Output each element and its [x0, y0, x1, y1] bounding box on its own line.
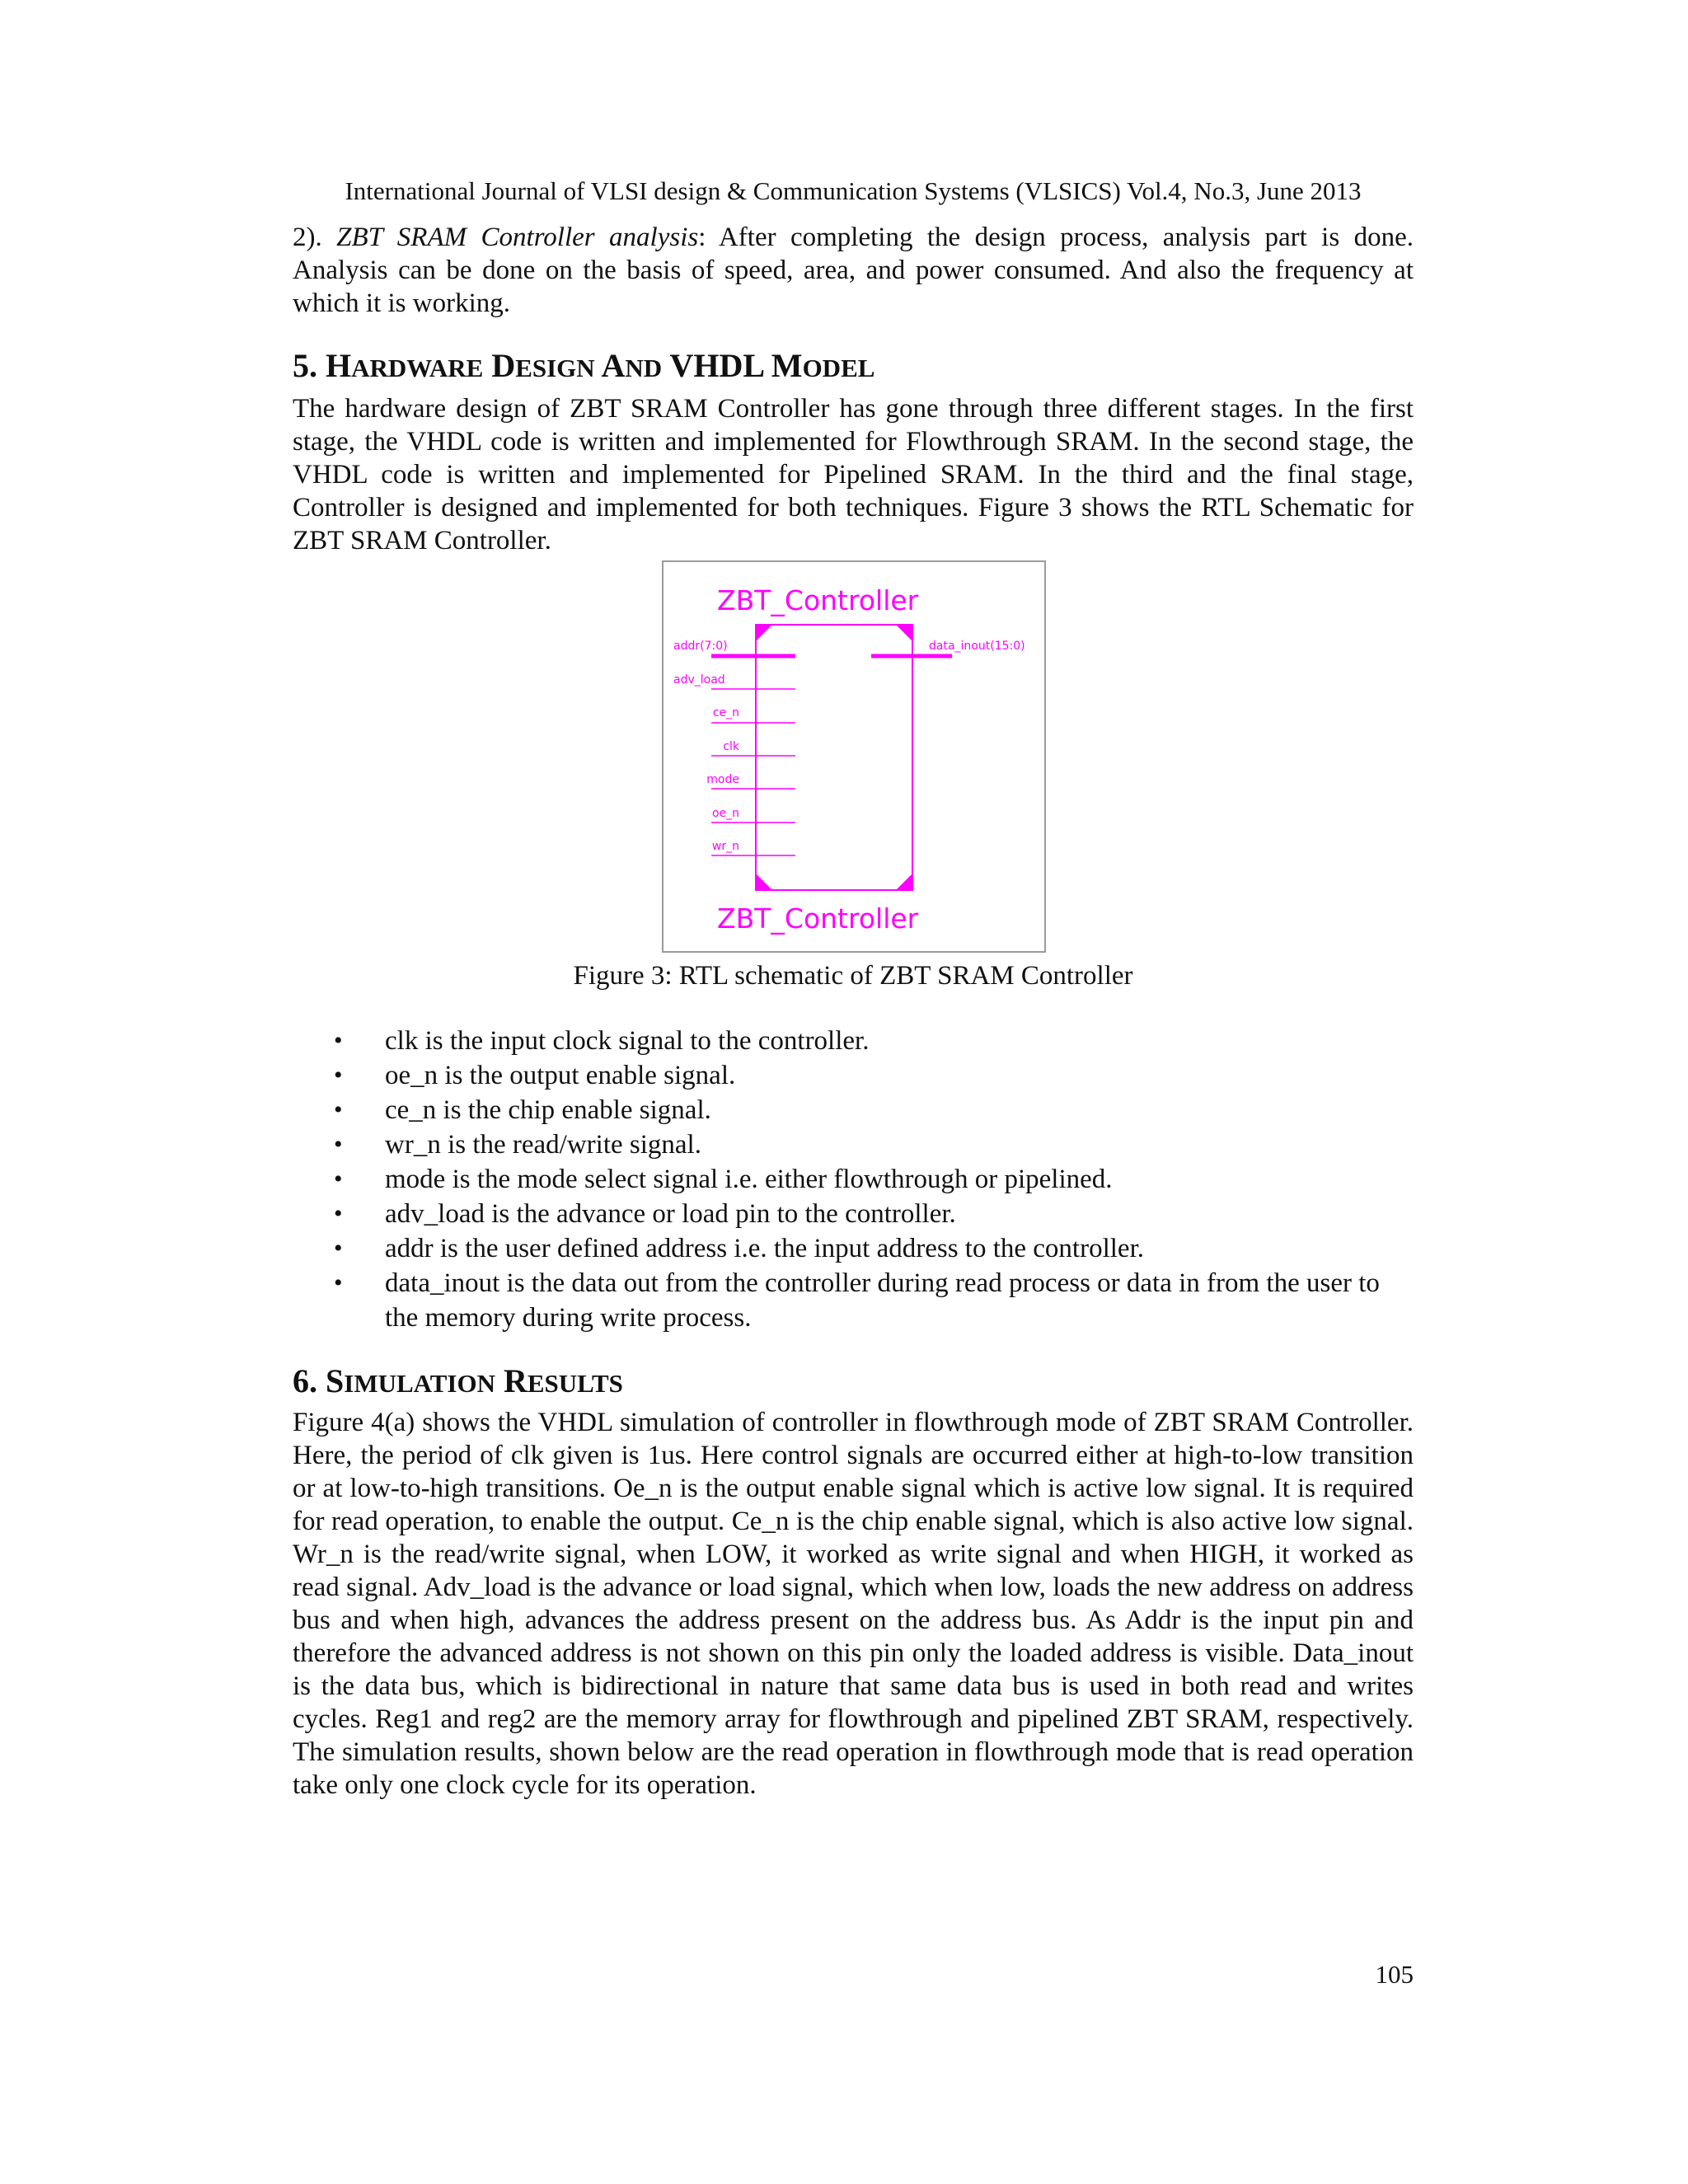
rtl-schematic-svg: [663, 562, 1044, 951]
pin-label-adv-load: adv_load: [673, 673, 725, 687]
rtl-schematic-figure: [662, 560, 1046, 953]
pin-label-wr-n: wr_n: [711, 840, 739, 853]
figure-title-bottom: ZBT_Controller: [717, 902, 919, 935]
bullet-icon: •: [334, 1131, 343, 1158]
signal-list: [293, 1024, 1414, 1335]
figure-caption: Figure 3: RTL schematic of ZBT SRAM Controller: [573, 961, 1133, 991]
controller-block: [756, 625, 912, 890]
intro-paragraph: 2). ZBT SRAM Controller analysis: After completing the design process, analysis part is done. Analysis can be done on the basis of speed, area, and power consumed. And also the frequency at which it is working.: [293, 223, 1414, 318]
bullet-icon: •: [334, 1027, 343, 1054]
list-item: • wr_n is the read/write signal.: [293, 1127, 1414, 1162]
list-item: • data_inout is the data out from the controller during read process or data in from the user to the memory during write process.: [293, 1266, 1414, 1335]
pin-label-data-inout: data_inout(15:0): [929, 640, 1025, 653]
section-6-heading: 6. SIMULATION RESULTS: [293, 1362, 623, 1399]
figure-title-top: ZBT_Controller: [717, 584, 919, 616]
pin-label-clk: clk: [723, 740, 739, 753]
running-header: International Journal of VLSI design & Communication Systems (VLSICS) Vol.4, No.3, June 2013: [345, 176, 1362, 205]
pin-label-mode: mode: [706, 773, 739, 786]
corner-marker-tr: [896, 625, 912, 641]
page-number: 105: [1375, 1960, 1414, 1989]
list-item: • oe_n is the output enable signal.: [293, 1058, 1414, 1093]
bullet-icon: •: [334, 1200, 343, 1227]
section-6-paragraph: Figure 4(a) shows the VHDL simulation of controller in flowthrough mode of ZBT SRAM Controller. Here, the period of clk given is 1us. Here control signals are occurred either at high-to-low transition or at low-to-high transitions. Oe_n is the output enable signal which is active low signal. It is required for read operation, to enable the output. Ce_n is the chip enable signal, which is also active low signal. Wr_n is the read/write signal, when LOW, it worked as write signal and when HIGH, it worked as read signal. Adv_load is the advance or load signal, which when low, loads the new address on address bus and when high, advances the address present on the address bus. As Addr is the input pin and therefore the advanced address is not shown on this pin only the loaded address is visible. Data_inout is the data bus, which is bidirectional in nature that same data bus is used in both read and writes cycles. Reg1 and reg2 are the memory array for flowthrough and pipelined ZBT SRAM, respectively. The simulation results, shown below are the read operation in flowthrough mode that is read operation take only one clock cycle for its operation.: [293, 1408, 1414, 1800]
list-item: • ce_n is the chip enable signal.: [293, 1093, 1414, 1127]
corner-marker-tl: [756, 625, 772, 641]
section-5-heading: 5. HARDWARE DESIGN AND VHDL MODEL: [293, 347, 875, 384]
section-5-paragraph: The hardware design of ZBT SRAM Controller has gone through three different stages. In the first stage, the VHDL code is written and implemented for Flowthrough SRAM. In the second stage, the VHDL code is written and implemented for Pipelined SRAM. In the third and the final stage, Controller is designed and implemented for both techniques. Figure 3 shows the RTL Schematic for ZBT SRAM Controller.: [293, 394, 1414, 555]
list-item: • addr is the user defined address i.e. the input address to the controller.: [293, 1231, 1414, 1266]
intro-term: ZBT SRAM Controller analysis: [336, 223, 699, 252]
bullet-icon: •: [334, 1062, 343, 1089]
corner-marker-bl: [756, 874, 772, 890]
bullet-icon: •: [334, 1235, 343, 1262]
corner-marker-br: [896, 874, 912, 890]
bullet-icon: •: [334, 1096, 343, 1123]
pin-label-ce-n: ce_n: [712, 706, 739, 719]
bullet-icon: •: [334, 1269, 343, 1296]
bullet-icon: •: [334, 1165, 343, 1193]
pin-label-oe-n: oe_n: [711, 807, 739, 820]
pin-label-addr: addr(7:0): [673, 640, 728, 653]
list-item: • mode is the mode select signal i.e. either flowthrough or pipelined.: [293, 1162, 1414, 1197]
list-item: • adv_load is the advance or load pin to the controller.: [293, 1197, 1414, 1231]
list-item: • clk is the input clock signal to the controller.: [293, 1024, 1414, 1058]
